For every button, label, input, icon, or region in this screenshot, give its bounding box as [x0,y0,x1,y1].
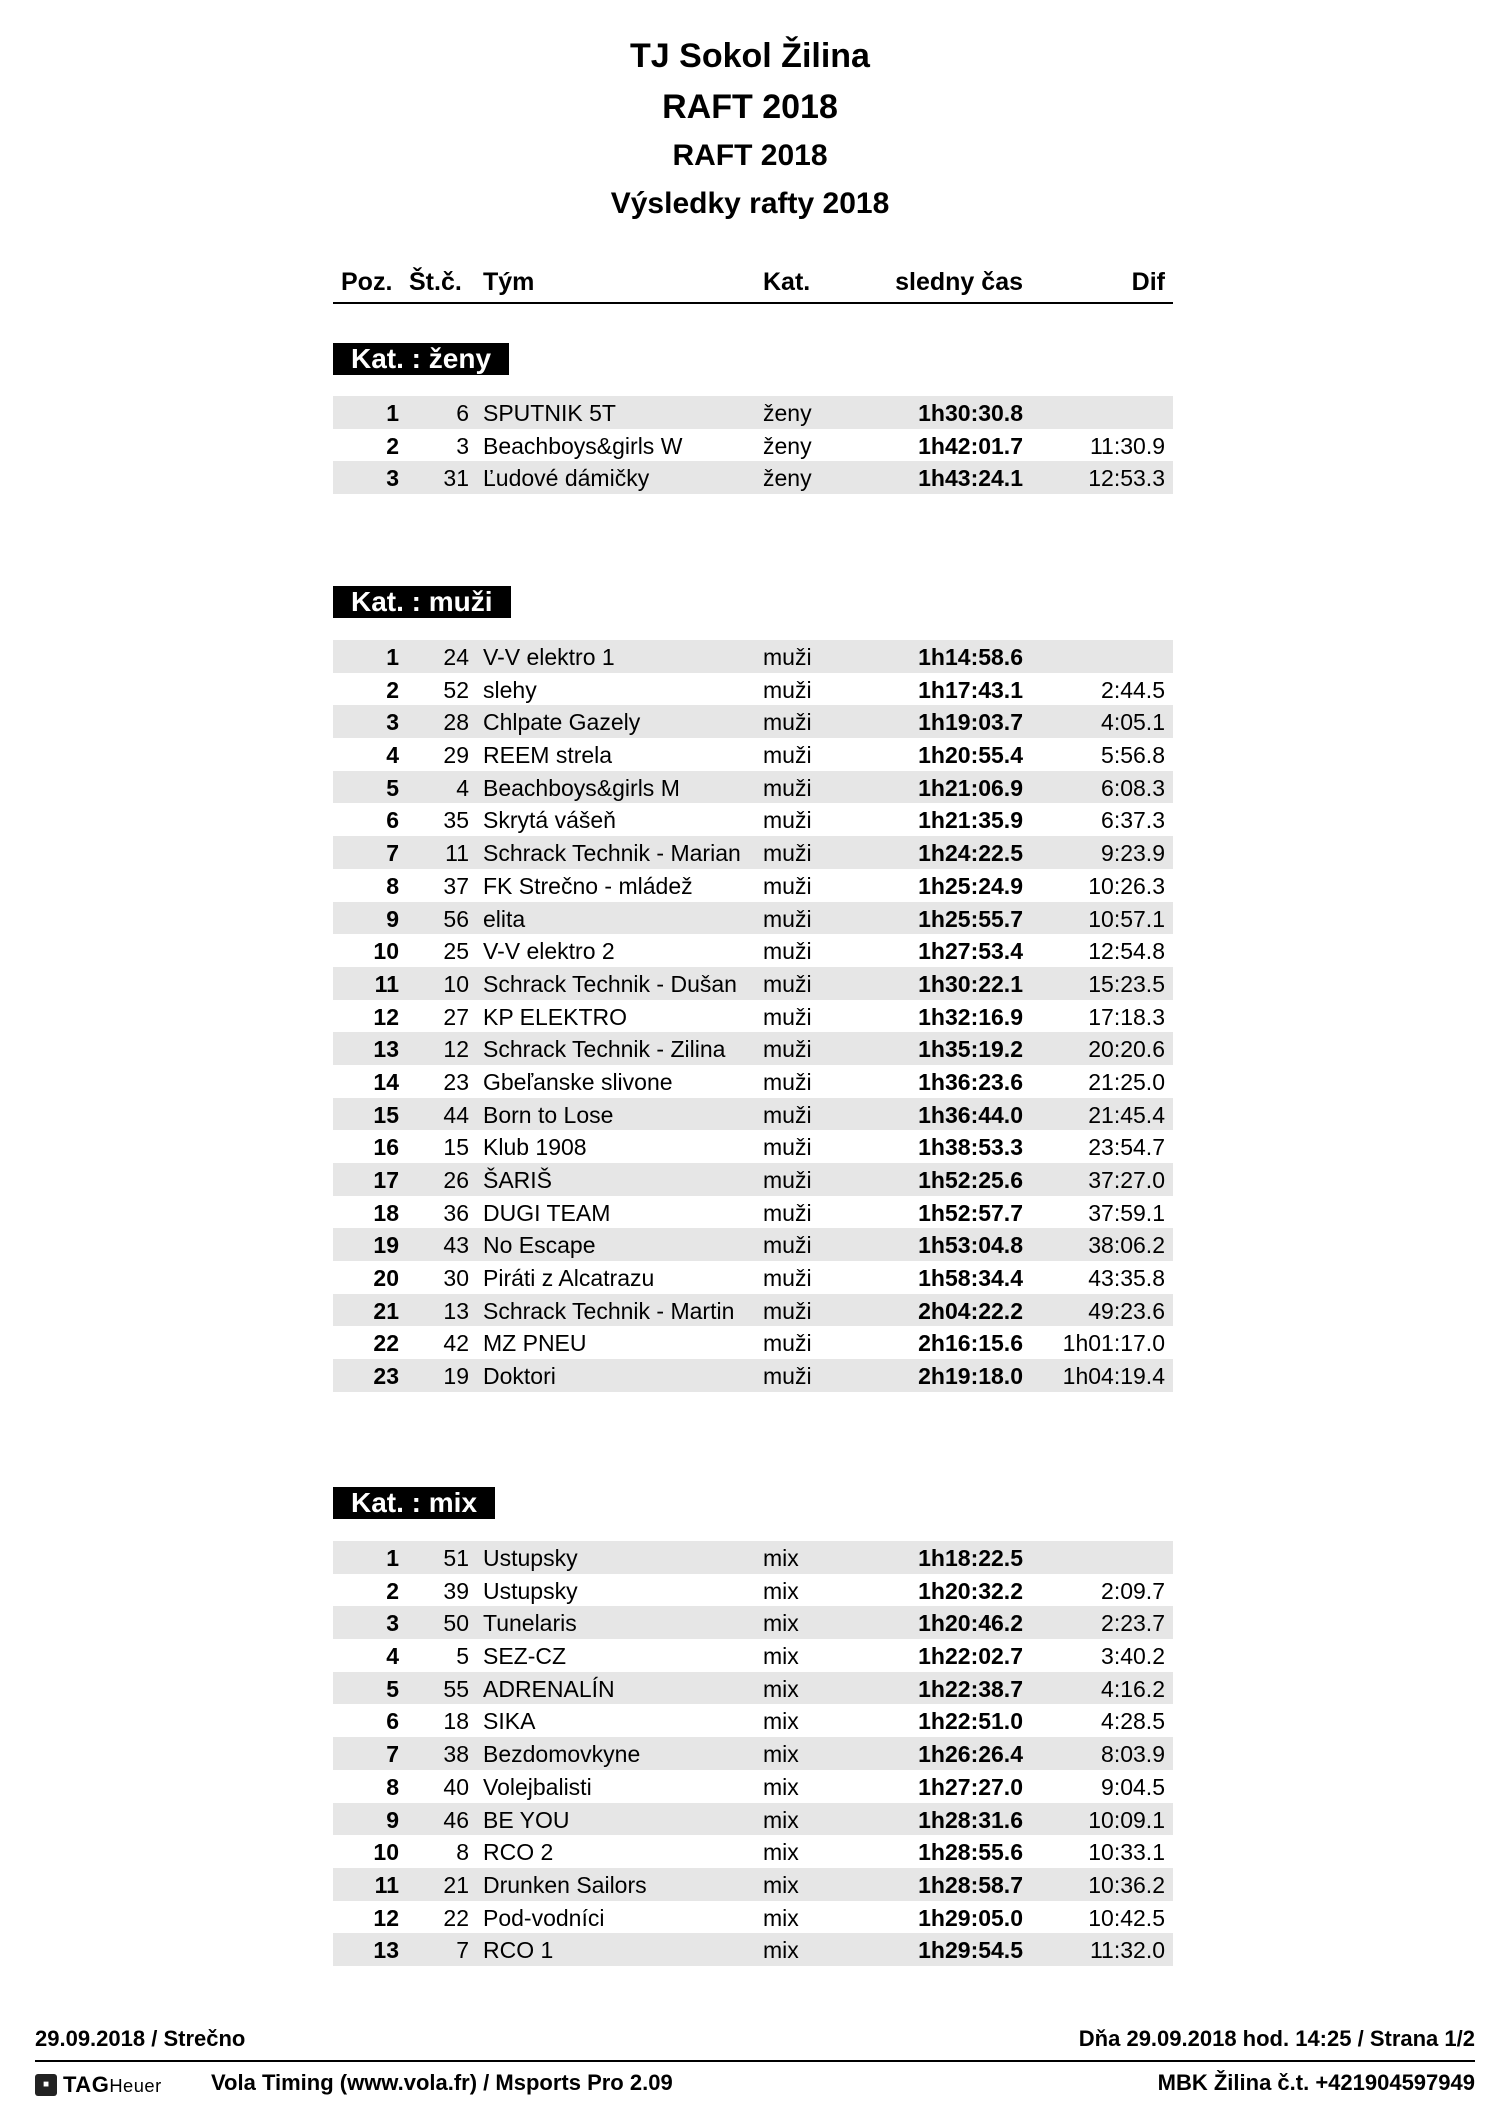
cell-team: Tunelaris [483,1610,577,1637]
cell-time: 1h20:32.2 [918,1577,1023,1604]
cell-team: Drunken Sailors [483,1871,647,1898]
cell-kat: mix [763,1839,799,1866]
cell-pos: 3 [386,709,399,736]
footer-divider [35,2060,1475,2062]
cell-num: 28 [443,709,469,736]
cell-dif: 21:45.4 [1088,1101,1165,1128]
cell-num: 6 [456,400,469,426]
cell-time: 1h29:05.0 [918,1904,1023,1931]
cell-kat: muži [763,840,812,867]
cell-dif: 4:16.2 [1101,1675,1165,1702]
table-row [333,1000,1173,1033]
cell-dif: 10:57.1 [1088,905,1165,932]
cell-kat: muži [763,970,812,997]
cell-kat: mix [763,1577,799,1604]
cell-num: 22 [443,1904,469,1931]
cell-team: Skrytá vášeň [483,807,616,834]
cell-pos: 2 [386,676,399,703]
cell-num: 55 [443,1675,469,1702]
cell-kat: muži [763,709,812,736]
cell-team: DUGI TEAM [483,1199,611,1226]
cell-team: Doktori [483,1363,556,1390]
cell-kat: mix [763,1806,799,1833]
cell-time: 1h24:22.5 [918,840,1023,867]
cell-kat: muži [763,644,812,670]
cell-dif: 15:23.5 [1088,970,1165,997]
cell-num: 36 [443,1199,469,1226]
table-row [333,1326,1173,1359]
cell-kat: ženy [763,465,812,492]
cell-kat: muži [763,1330,812,1357]
cell-dif: 3:40.2 [1101,1643,1165,1670]
table-row [333,1868,1173,1901]
cell-team: ADRENALÍN [483,1675,615,1702]
cell-team: MZ PNEU [483,1330,587,1357]
table-row [333,1130,1173,1163]
cell-dif: 4:05.1 [1101,709,1165,736]
footer-software: Vola Timing (www.vola.fr) / Msports Pro 2.09 [211,2070,673,2095]
cell-pos: 6 [386,807,399,834]
cell-dif: 8:03.9 [1101,1741,1165,1768]
cell-num: 44 [443,1101,469,1128]
category-label-muzi: Kat. : muži [333,586,511,618]
cell-kat: mix [763,1773,799,1800]
cell-kat: muži [763,1297,812,1324]
cell-pos: 11 [374,970,399,997]
cell-num: 24 [443,644,469,670]
table-row [333,803,1173,836]
cell-team: Volejbalisti [483,1773,592,1800]
cell-team: V-V elektro 2 [483,938,615,965]
cell-team: Pod-vodníci [483,1904,605,1931]
cell-kat: muži [763,1265,812,1292]
cell-time: 1h52:57.7 [918,1199,1023,1226]
cell-kat: muži [763,1199,812,1226]
cell-pos: 4 [386,742,399,769]
cell-team: Born to Lose [483,1101,614,1128]
footer-contact: MBK Žilina č.t. +421904597949 [1157,2070,1475,2095]
cell-dif: 10:26.3 [1088,872,1165,899]
table-row [333,1672,1173,1705]
cell-team: Ľudové dámičky [483,465,650,492]
cell-time: 2h19:18.0 [918,1363,1023,1390]
cell-kat: mix [763,1708,799,1735]
cell-kat: ženy [763,432,812,459]
table-row [333,705,1173,738]
cell-kat: muži [763,872,812,899]
cell-pos: 11 [374,1871,399,1898]
cell-dif: 9:23.9 [1101,840,1165,867]
table-row [333,429,1173,462]
cell-num: 56 [443,905,469,932]
table-row [333,1228,1173,1261]
cell-pos: 12 [373,1003,399,1030]
cell-pos: 8 [386,872,399,899]
cell-dif: 17:18.3 [1088,1003,1165,1030]
cell-team: Schrack Technik - Dušan [483,970,737,997]
table-row [333,640,1173,673]
cell-dif: 11:30.9 [1089,432,1165,459]
cell-time: 1h27:53.4 [918,938,1023,965]
table-row [333,1261,1173,1294]
cell-num: 38 [443,1741,469,1768]
cell-pos: 19 [373,1232,399,1259]
cell-pos: 2 [386,1577,399,1604]
cell-pos: 1 [386,1545,399,1571]
cell-kat: muži [763,1232,812,1259]
cell-team: RCO 2 [483,1839,554,1866]
cell-team: Beachboys&girls W [483,432,683,459]
cell-num: 11 [445,840,469,867]
table-row [333,1901,1173,1934]
table-row [333,1574,1173,1607]
cell-kat: mix [763,1871,799,1898]
cell-time: 1h17:43.1 [918,676,1023,703]
cell-num: 10 [443,970,469,997]
cell-team: Beachboys&girls M [483,774,680,801]
cell-time: 1h30:30.8 [918,400,1023,426]
cell-team: BE YOU [483,1806,570,1833]
cell-dif: 9:04.5 [1101,1773,1165,1800]
cell-time: 1h53:04.8 [918,1232,1023,1259]
report-header [0,30,1500,228]
cell-num: 23 [443,1068,469,1095]
table-row [333,1835,1173,1868]
table-row [333,1098,1173,1131]
cell-time: 1h29:54.5 [918,1937,1023,1964]
report-subtitle-3: Výsledky rafty 2018 [610,187,890,220]
cell-num: 13 [443,1297,469,1324]
cell-num: 7 [456,1937,469,1964]
cell-dif: 2:23.7 [1101,1610,1165,1637]
cell-pos: 3 [386,465,399,492]
cell-time: 1h28:55.6 [918,1839,1023,1866]
cell-num: 26 [443,1167,469,1193]
cell-pos: 13 [373,1036,399,1063]
cell-time: 1h36:23.6 [918,1068,1023,1095]
cell-num: 39 [443,1577,469,1604]
cell-num: 42 [443,1330,469,1357]
cell-num: 30 [443,1265,469,1292]
cell-dif: 43:35.8 [1088,1265,1165,1292]
cell-pos: 6 [386,1708,399,1735]
cell-pos: 8 [386,1773,399,1800]
cell-team: SIKA [483,1708,536,1735]
logo-brand: TAG [63,2072,110,2097]
cell-dif: 49:23.6 [1088,1297,1165,1324]
cell-time: 1h25:55.7 [918,905,1023,932]
cell-team: V-V elektro 1 [483,644,615,670]
cell-dif: 10:09.1 [1088,1806,1165,1833]
cell-kat: muži [763,1036,812,1063]
table-row [333,902,1173,935]
cell-team: Schrack Technik - Marian [483,840,741,867]
cell-kat: muži [763,1134,812,1161]
cell-pos: 23 [373,1363,399,1390]
table-row [333,771,1173,804]
table-row [333,1359,1173,1392]
cell-num: 27 [443,1003,469,1030]
footer-date-place: 29.09.2018 / Strečno [35,2026,246,2051]
cell-time: 1h52:25.6 [918,1167,1023,1193]
table-row [333,1704,1173,1737]
cell-team: Bezdomovkyne [483,1741,641,1768]
cell-dif: 1h01:17.0 [1062,1330,1165,1357]
cell-team: Klub 1908 [483,1134,587,1161]
cell-team: Piráti z Alcatrazu [483,1265,655,1292]
column-header-team: Tým [483,268,535,296]
cell-num: 25 [443,938,469,965]
cell-num: 12 [443,1036,469,1063]
cell-time: 1h42:01.7 [918,432,1023,459]
cell-num: 37 [443,872,469,899]
table-row [333,1541,1173,1574]
shield-icon: ■ [35,2074,57,2096]
cell-pos: 9 [386,1806,399,1833]
report-subtitle-1: RAFT 2018 [662,88,838,126]
cell-pos: 14 [373,1068,399,1095]
cell-pos: 5 [386,1675,399,1702]
cell-team: SEZ-CZ [483,1643,567,1670]
cell-pos: 1 [386,644,399,670]
cell-num: 35 [443,807,469,834]
cell-team: Schrack Technik - Martin [483,1297,735,1324]
cell-pos: 18 [373,1199,399,1226]
cell-pos: 2 [386,432,399,459]
cell-pos: 1 [386,400,399,426]
cell-num: 19 [443,1363,469,1390]
cell-pos: 9 [386,905,399,932]
cell-num: 51 [443,1545,469,1571]
cell-pos: 13 [373,1937,399,1964]
cell-dif: 6:08.3 [1101,774,1165,801]
cell-time: 1h32:16.9 [918,1003,1023,1030]
report-subtitle-2: RAFT 2018 [672,139,828,172]
cell-dif: 37:59.1 [1088,1199,1165,1226]
cell-time: 2h16:15.6 [918,1330,1023,1357]
cell-kat: mix [763,1904,799,1931]
cell-kat: muži [763,1003,812,1030]
cell-num: 52 [443,676,469,703]
column-header-dif: Dif [1131,268,1165,296]
cell-team: Ustupsky [483,1545,578,1571]
cell-team: Gbeľanske slivone [483,1068,673,1095]
cell-pos: 10 [373,1839,399,1866]
category-label-mix: Kat. : mix [333,1487,495,1519]
cell-time: 1h43:24.1 [918,465,1023,492]
table-row [333,673,1173,706]
cell-pos: 5 [386,774,399,801]
cell-team: elita [483,905,526,932]
cell-pos: 21 [373,1297,399,1324]
logo-brand-2: Heuer [109,2075,162,2096]
table-row [333,1606,1173,1639]
cell-num: 40 [443,1773,469,1800]
cell-dif: 23:54.7 [1088,1134,1165,1161]
cell-time: 1h35:19.2 [918,1036,1023,1063]
cell-dif: 38:06.2 [1088,1232,1165,1259]
cell-num: 18 [443,1708,469,1735]
cell-team: Schrack Technik - Zilina [483,1036,726,1063]
table-row [333,1196,1173,1229]
cell-kat: mix [763,1937,799,1964]
cell-team: Ustupsky [483,1577,578,1604]
cell-time: 1h19:03.7 [918,709,1023,736]
cell-team: SPUTNIK 5T [483,400,616,426]
table-row [333,1639,1173,1672]
footer-printed: Dňa 29.09.2018 hod. 14:25 / Strana 1/2 [1078,2026,1475,2051]
table-row [333,1163,1173,1196]
cell-num: 43 [443,1232,469,1259]
cell-dif: 1h04:19.4 [1062,1363,1165,1390]
cell-num: 4 [456,774,469,801]
table-row [333,396,1173,429]
cell-dif: 10:42.5 [1088,1904,1165,1931]
cell-time: 1h25:24.9 [918,872,1023,899]
cell-dif: 12:53.3 [1088,465,1165,492]
cell-dif: 11:32.0 [1089,1937,1165,1964]
table-row [333,1770,1173,1803]
cell-team: Chlpate Gazely [483,709,641,736]
cell-kat: muži [763,1363,812,1390]
cell-kat: mix [763,1741,799,1768]
table-row [333,1032,1173,1065]
cell-num: 5 [456,1643,469,1670]
cell-pos: 7 [386,1741,399,1768]
cell-kat: mix [763,1643,799,1670]
cell-pos: 3 [386,1610,399,1637]
cell-team: No Escape [483,1232,596,1259]
cell-num: 15 [443,1134,469,1161]
table-row [333,1065,1173,1098]
table-row [333,1933,1173,1966]
table-row [333,1803,1173,1836]
cell-kat: muži [763,774,812,801]
cell-kat: mix [763,1610,799,1637]
cell-kat: muži [763,1068,812,1095]
cell-pos: 17 [373,1167,399,1193]
column-header-num: Št.č. [409,268,462,296]
tag-heuer-logo [35,2072,162,2098]
table-row [333,869,1173,902]
cell-time: 1h21:06.9 [918,774,1023,801]
cell-time: 1h36:44.0 [918,1101,1023,1128]
table-row [333,934,1173,967]
cell-kat: muži [763,938,812,965]
results-table-zeny [333,396,1173,494]
cell-time: 1h28:31.6 [918,1806,1023,1833]
cell-kat: muži [763,807,812,834]
results-table-mix [333,1541,1173,1966]
cell-dif: 12:54.8 [1088,938,1165,965]
cell-num: 50 [443,1610,469,1637]
cell-num: 46 [443,1806,469,1833]
cell-time: 1h38:53.3 [918,1134,1023,1161]
cell-dif: 10:36.2 [1088,1871,1165,1898]
table-row [333,738,1173,771]
cell-dif: 37:27.0 [1088,1167,1165,1193]
cell-pos: 7 [386,840,399,867]
cell-kat: muži [763,1101,812,1128]
cell-time: 1h20:46.2 [918,1610,1023,1637]
report-title: TJ Sokol Žilina [630,37,870,75]
cell-num: 8 [456,1839,469,1866]
cell-time: 1h18:22.5 [918,1545,1023,1571]
cell-time: 1h21:35.9 [918,807,1023,834]
cell-dif: 2:44.5 [1101,676,1165,703]
cell-team: RCO 1 [483,1937,554,1964]
cell-team: slehy [483,676,537,703]
cell-kat: muži [763,676,812,703]
column-header-pos: Poz. [341,268,393,296]
column-header-kat: Kat. [763,268,811,296]
column-header-row [333,266,1173,304]
cell-dif: 21:25.0 [1088,1068,1165,1095]
cell-kat: muži [763,905,812,932]
cell-pos: 22 [373,1330,399,1357]
cell-time: 1h28:58.7 [918,1871,1023,1898]
cell-dif: 5:56.8 [1101,742,1165,769]
cell-dif: 2:09.7 [1101,1577,1165,1604]
cell-time: 2h04:22.2 [918,1297,1023,1324]
cell-pos: 15 [373,1101,399,1128]
cell-team: ŠARIŠ [483,1167,553,1193]
cell-dif: 6:37.3 [1101,807,1165,834]
cell-pos: 10 [373,938,399,965]
cell-num: 29 [443,742,469,769]
cell-pos: 16 [373,1134,399,1161]
cell-time: 1h22:02.7 [918,1643,1023,1670]
cell-time: 1h26:26.4 [918,1741,1023,1768]
cell-time: 1h14:58.6 [918,644,1023,670]
cell-pos: 12 [373,1904,399,1931]
results-table-muzi [333,640,1173,1392]
cell-time: 1h22:38.7 [918,1675,1023,1702]
cell-kat: mix [763,1675,799,1702]
cell-time: 1h22:51.0 [918,1708,1023,1735]
cell-kat: mix [763,1545,799,1571]
cell-num: 21 [443,1871,469,1898]
cell-time: 1h30:22.1 [918,970,1023,997]
cell-team: REEM strela [483,742,613,769]
cell-dif: 20:20.6 [1088,1036,1165,1063]
cell-kat: muži [763,1167,812,1193]
cell-time: 1h58:34.4 [918,1265,1023,1292]
cell-time: 1h20:55.4 [918,742,1023,769]
cell-num: 3 [456,432,469,459]
table-row [333,836,1173,869]
table-row [333,461,1173,494]
cell-kat: muži [763,742,812,769]
cell-kat: ženy [763,400,812,426]
table-row [333,967,1173,1000]
cell-dif: 4:28.5 [1101,1708,1165,1735]
column-header-time: sledny čas [895,268,1023,296]
table-row [333,1737,1173,1770]
cell-dif: 10:33.1 [1088,1839,1165,1866]
cell-team: FK Strečno - mládež [483,872,693,899]
cell-num: 31 [443,465,469,492]
table-row [333,1294,1173,1327]
cell-pos: 20 [373,1265,399,1292]
cell-team: KP ELEKTRO [483,1003,628,1030]
cell-pos: 4 [386,1643,399,1670]
logo-text [63,2072,162,2098]
category-label-zeny: Kat. : ženy [333,343,509,375]
cell-time: 1h27:27.0 [918,1773,1023,1800]
